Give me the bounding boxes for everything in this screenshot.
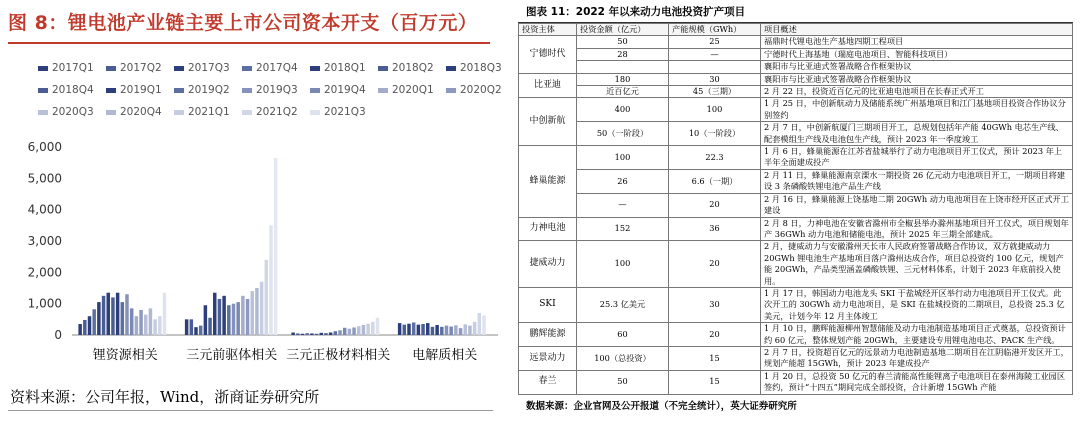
- legend-swatch: [174, 110, 184, 115]
- bar: [208, 318, 211, 335]
- cell-firm: 中创新航: [519, 98, 577, 146]
- bar: [398, 323, 401, 335]
- bar: [412, 322, 415, 335]
- bar: [222, 296, 225, 335]
- bar: [305, 333, 308, 335]
- header-amount: 投资金额（亿元）: [577, 24, 669, 36]
- table-caption: 图表 11：2022 年以来动力电池投资扩产项目: [518, 2, 1073, 23]
- cell-amount: 100（总投资）: [577, 346, 669, 370]
- cell-amount: 400: [577, 98, 669, 122]
- legend-swatch: [446, 66, 456, 71]
- bar: [352, 327, 355, 335]
- legend-item: [106, 106, 162, 118]
- legend-swatch: [106, 110, 116, 115]
- cell-capacity: 30: [669, 287, 761, 322]
- table-row: [519, 48, 1073, 60]
- cell-amount: 近百亿元: [577, 86, 669, 98]
- cell-description: 1 月 20 日，总投资 50 亿元的春兰清能高性能锂离子电池项目在泰州海陵工业园区签约，预计“十四五”期间完成全部投资，合计新增 15GWh 产能: [761, 370, 1073, 394]
- table-header-row: [519, 24, 1073, 36]
- table-row: [519, 287, 1073, 322]
- table-row: [519, 323, 1073, 347]
- cell-amount: 60: [577, 323, 669, 347]
- table-row: [519, 370, 1073, 394]
- cell-firm: SKI: [519, 287, 577, 322]
- bar: [348, 329, 351, 335]
- bar: [291, 332, 294, 335]
- cell-firm: 春兰: [519, 370, 577, 394]
- legend-item: [106, 84, 162, 96]
- cell-firm: 力神电池: [519, 217, 577, 241]
- table-panel: [518, 2, 1073, 412]
- cell-amount: 50: [577, 36, 669, 48]
- bar: [102, 296, 105, 335]
- bar: [116, 293, 119, 335]
- bar: [260, 282, 263, 335]
- legend-item: [38, 84, 94, 96]
- legend-label: 2018Q3: [460, 62, 502, 74]
- header-description: 项目概述: [761, 24, 1073, 36]
- legend-item: [446, 62, 502, 74]
- bar: [296, 333, 299, 335]
- bar: [435, 325, 438, 335]
- bar: [163, 293, 166, 335]
- bar: [125, 294, 128, 335]
- legend-label: 2017Q4: [256, 62, 298, 74]
- y-tick-label: 3,000: [27, 234, 62, 248]
- cell-amount: 50: [577, 370, 669, 394]
- y-tick-label: 6,000: [27, 140, 62, 154]
- y-tick-label: 4,000: [27, 202, 62, 217]
- legend-label: 2021Q3: [324, 106, 366, 118]
- y-tick-label: 2,000: [27, 265, 62, 280]
- cell-description: 2 月 8 日，力神电池在安徽省滁州市全椒县举办滁州基地项目开工仪式，项目规划年产 36GWh 动力电池和储能电池，预计 2025 年三期全部建成。: [761, 217, 1073, 241]
- bar: [232, 304, 235, 335]
- legend-swatch: [310, 66, 320, 71]
- y-tick-label: 1,000: [27, 296, 62, 311]
- cell-capacity: 6.6（一期）: [669, 169, 761, 193]
- bar: [269, 225, 272, 335]
- x-category-label: 电解质相关: [412, 348, 478, 363]
- legend-label: 2018Q4: [52, 84, 94, 96]
- bar: [421, 324, 424, 335]
- table-row: [519, 193, 1073, 217]
- bottom-rule: [8, 410, 493, 411]
- table-row: [519, 122, 1073, 146]
- table-row: [519, 146, 1073, 170]
- bar: [78, 324, 81, 335]
- header-firm: 投资主体: [519, 24, 577, 36]
- bar: [250, 291, 253, 335]
- bar: [274, 158, 277, 335]
- bar: [371, 322, 374, 335]
- legend-label: 2017Q1: [52, 62, 94, 74]
- bar: [185, 319, 188, 335]
- cell-description: 襄阳市与比亚迪式签署战略合作框架协议: [761, 73, 1073, 85]
- legend-swatch: [38, 66, 48, 71]
- cell-capacity: 22.3: [669, 146, 761, 170]
- cell-capacity: 20: [669, 323, 761, 347]
- bar: [362, 325, 365, 335]
- legend-swatch: [446, 88, 456, 93]
- x-category-label: 三元正极材料相关: [286, 348, 391, 363]
- cell-description: 1 月 10 日，鹏辉能源柳州智慧储能及动力电池制造基地项目正式奠基，总投资预计约 60 亿元，整体规划产能 20GWh，主要建设专用锂电池电芯、PACK 生产线。: [761, 323, 1073, 347]
- legend-label: 2020Q4: [120, 106, 162, 118]
- bar: [482, 316, 485, 335]
- bar: [241, 296, 244, 335]
- bar: [153, 319, 156, 335]
- cell-amount: 100: [577, 146, 669, 170]
- legend-item: [310, 106, 366, 118]
- legend-item: [378, 62, 434, 74]
- bar: [265, 260, 268, 335]
- bar: [463, 324, 466, 335]
- bar: [301, 334, 304, 335]
- bar: [199, 326, 202, 335]
- y-tick-label: 5,000: [27, 171, 62, 186]
- bar: [255, 288, 258, 335]
- bar: [343, 328, 346, 335]
- cell-description: 2 月 16 日，蜂巢能源上饶基地二期 20GWh 动力电池项目在上饶市经开区正式开工建设: [761, 193, 1073, 217]
- legend-label: 2019Q1: [120, 84, 162, 96]
- cell-firm: 蜂巢能源: [519, 146, 577, 217]
- legend-label: 2019Q2: [188, 84, 230, 96]
- cell-description: 1 月 17 日，韩国动力电池龙头 SKI 于盐城经开区举行动力电池项目开工仪式。此次开工的 30GWh 动力电池项目，是 SKI 在盐城投资的二期项目，总投资 25.3 亿美元，计划今年 12 月主体竣工: [761, 287, 1073, 322]
- table-row: [519, 98, 1073, 122]
- cell-amount: 26: [577, 169, 669, 193]
- bar: [426, 323, 429, 335]
- bar: [320, 333, 323, 335]
- table-row: [519, 241, 1073, 288]
- bar: [417, 325, 420, 335]
- cell-capacity: 45（三期）: [669, 86, 761, 98]
- bar: [403, 325, 406, 335]
- header-capacity: 产能规模（GWh）: [669, 24, 761, 36]
- bar: [454, 325, 457, 335]
- cell-amount: 152: [577, 217, 669, 241]
- cell-capacity: 15: [669, 346, 761, 370]
- legend-item: [242, 62, 298, 74]
- legend-label: 2017Q3: [188, 62, 230, 74]
- y-tick-label: 0: [54, 328, 62, 342]
- bar: [83, 320, 86, 335]
- bar: [329, 332, 332, 335]
- bar: [227, 305, 230, 335]
- table-source: 数据来源：企业官网及公开报道（不完全统计），英大证券研究所: [526, 400, 797, 412]
- table-row: [519, 169, 1073, 193]
- bar: [158, 316, 161, 335]
- legend-swatch: [38, 110, 48, 115]
- cell-description: 2 月 11 日，蜂巢能源南京溧水一期投资 26 亿元动力电池项目开工，一期项目将建设 3 条磷酸铁锂电池产品生产线: [761, 169, 1073, 193]
- bar: [478, 313, 481, 335]
- chart-source: 资料来源：公司年报，Wind，浙商证券研究所: [10, 388, 320, 406]
- bar: [144, 315, 147, 335]
- legend-swatch: [174, 88, 184, 93]
- bar: [88, 316, 91, 335]
- legend-item: [242, 84, 298, 96]
- table-body: [519, 36, 1073, 394]
- bar: [310, 333, 313, 335]
- bar: [97, 302, 100, 335]
- cell-capacity: 10（一阶段）: [669, 122, 761, 146]
- cell-amount: 28: [577, 48, 669, 60]
- bar: [334, 331, 337, 335]
- legend-swatch: [378, 88, 388, 93]
- legend-item: [106, 62, 162, 74]
- bar: [236, 302, 239, 335]
- legend-swatch: [310, 110, 320, 115]
- title-rule: [8, 42, 490, 44]
- bar: [204, 305, 207, 335]
- cell-amount: 50（一阶段）: [577, 122, 669, 146]
- cell-capacity: —: [669, 48, 761, 60]
- cell-description: 福鼎时代锂电池生产基地四期工程项目: [761, 36, 1073, 48]
- cell-description: 襄阳市与比亚迪式签署战略合作框架协议: [761, 61, 1073, 73]
- chart-title: 图 8：锂电池产业链主要上市公司资本开支（百万元）: [8, 12, 478, 34]
- legend-swatch: [106, 66, 116, 71]
- legend-item: [38, 106, 94, 118]
- legend-item: [174, 106, 230, 118]
- x-category-label: 锂资源相关: [92, 348, 158, 363]
- cell-description: 宁德时代上海基地（瑞庭电池项目、智能科技项目）: [761, 48, 1073, 60]
- bar: [407, 324, 410, 335]
- bar: [194, 327, 197, 335]
- legend-item: [378, 84, 434, 96]
- legend-item: [174, 62, 230, 74]
- legend-label: 2020Q2: [460, 84, 502, 96]
- legend-label: 2019Q3: [256, 84, 298, 96]
- cell-firm: 远景动力: [519, 346, 577, 370]
- legend-label: 2019Q4: [324, 84, 366, 96]
- bar: [190, 319, 193, 335]
- bar: [111, 297, 114, 335]
- cell-description: 2 月 7 日，中创新航厦门三期项目开工，总规划包括年产能 40GWh 电芯生产线、配套模组生产线及电池包生产线，预计 2023 年一季度竣工: [761, 122, 1073, 146]
- cell-amount: 25.3 亿美元: [577, 287, 669, 322]
- bar: [92, 309, 95, 335]
- legend-label: 2018Q1: [324, 62, 366, 74]
- legend-label: 2020Q3: [52, 106, 94, 118]
- cell-description: 2 月 22 日，投资近百亿元的比亚迪电池项目在长春正式开工: [761, 86, 1073, 98]
- legend-item: [38, 62, 94, 74]
- legend-item: [242, 106, 298, 118]
- legend-label: 2017Q2: [120, 62, 162, 74]
- legend-label: 2020Q1: [392, 84, 434, 96]
- cell-capacity: 15: [669, 370, 761, 394]
- cell-description: 1 月 25 日，中创新航动力及储能系统广州基地项目和江门基地项目投资合作协议分别签约: [761, 98, 1073, 122]
- legend-label: 2021Q2: [256, 106, 298, 118]
- bar: [376, 318, 379, 335]
- cell-capacity: 20: [669, 193, 761, 217]
- bar: [459, 328, 462, 335]
- bar: [357, 326, 360, 335]
- cell-amount: [577, 61, 669, 73]
- bar: [324, 333, 327, 335]
- cell-amount: 100: [577, 241, 669, 288]
- bar: [121, 302, 124, 335]
- table-row: [519, 73, 1073, 85]
- bar: [135, 316, 138, 335]
- bar: [246, 299, 249, 335]
- cell-description: 1 月 6 日，蜂巢能源在江苏省盐城举行了动力电池项目开工仪式，预计 2023 年上半年全面建成投产: [761, 146, 1073, 170]
- table-row: [519, 86, 1073, 98]
- legend-label: 2018Q2: [392, 62, 434, 74]
- bar: [468, 326, 471, 335]
- bar: [366, 324, 369, 335]
- x-category-label: 三元前驱体相关: [186, 348, 278, 363]
- cell-description: 2 月 7 日，投资超百亿元的远景动力电池制造基地二期项目在江阴临港开发区开工，规划产能超 15GWh，预计 2023 年建成投产: [761, 346, 1073, 370]
- bar-chart: [0, 135, 505, 380]
- cell-amount: 180: [577, 73, 669, 85]
- table-row: [519, 61, 1073, 73]
- bar: [473, 322, 476, 335]
- cell-amount: —: [577, 193, 669, 217]
- bar: [213, 293, 216, 335]
- legend-swatch: [38, 88, 48, 93]
- cell-capacity: 30: [669, 73, 761, 85]
- legend-swatch: [242, 66, 252, 71]
- bar: [149, 308, 152, 335]
- bar: [449, 327, 452, 335]
- investment-table: [518, 23, 1073, 395]
- legend-swatch: [174, 66, 184, 71]
- cell-firm: 鹏辉能源: [519, 323, 577, 347]
- legend-swatch: [310, 88, 320, 93]
- bar: [130, 308, 133, 335]
- bar: [315, 334, 318, 335]
- bar: [107, 293, 110, 335]
- legend-item: [174, 84, 230, 96]
- cell-capacity: 100: [669, 98, 761, 122]
- legend-swatch: [378, 66, 388, 71]
- cell-firm: 捷威动力: [519, 241, 577, 288]
- cell-capacity: 20: [669, 241, 761, 288]
- table-row: [519, 36, 1073, 48]
- cell-capacity: [669, 61, 761, 73]
- legend-swatch: [242, 88, 252, 93]
- legend-swatch: [106, 88, 116, 93]
- legend-label: 2021Q1: [188, 106, 230, 118]
- cell-capacity: 25: [669, 36, 761, 48]
- table-row: [519, 217, 1073, 241]
- cell-firm: 宁德时代: [519, 36, 577, 73]
- table-row: [519, 346, 1073, 370]
- legend-item: [310, 84, 366, 96]
- bar: [338, 330, 341, 335]
- legend-item: [446, 84, 502, 96]
- cell-description: 2 月，捷威动力与安徽滁州天长市人民政府签署战略合作协议，双方就捷威动力 20GWh 锂电池生产基地项目落户滁州达成合作，项目总投资约 100 亿元，规划产能 20GWh，产品类型涵盖磷酸铁锂、三元材料体系，计划于 2023 年底前投入使用。: [761, 241, 1073, 288]
- bar: [218, 299, 221, 335]
- cell-capacity: 36: [669, 217, 761, 241]
- bar: [431, 327, 434, 335]
- cell-firm: 比亚迪: [519, 73, 577, 98]
- bar: [139, 310, 142, 335]
- bar: [445, 326, 448, 335]
- bar: [440, 327, 443, 335]
- chart-panel: [0, 0, 505, 426]
- legend-swatch: [242, 110, 252, 115]
- legend-item: [310, 62, 366, 74]
